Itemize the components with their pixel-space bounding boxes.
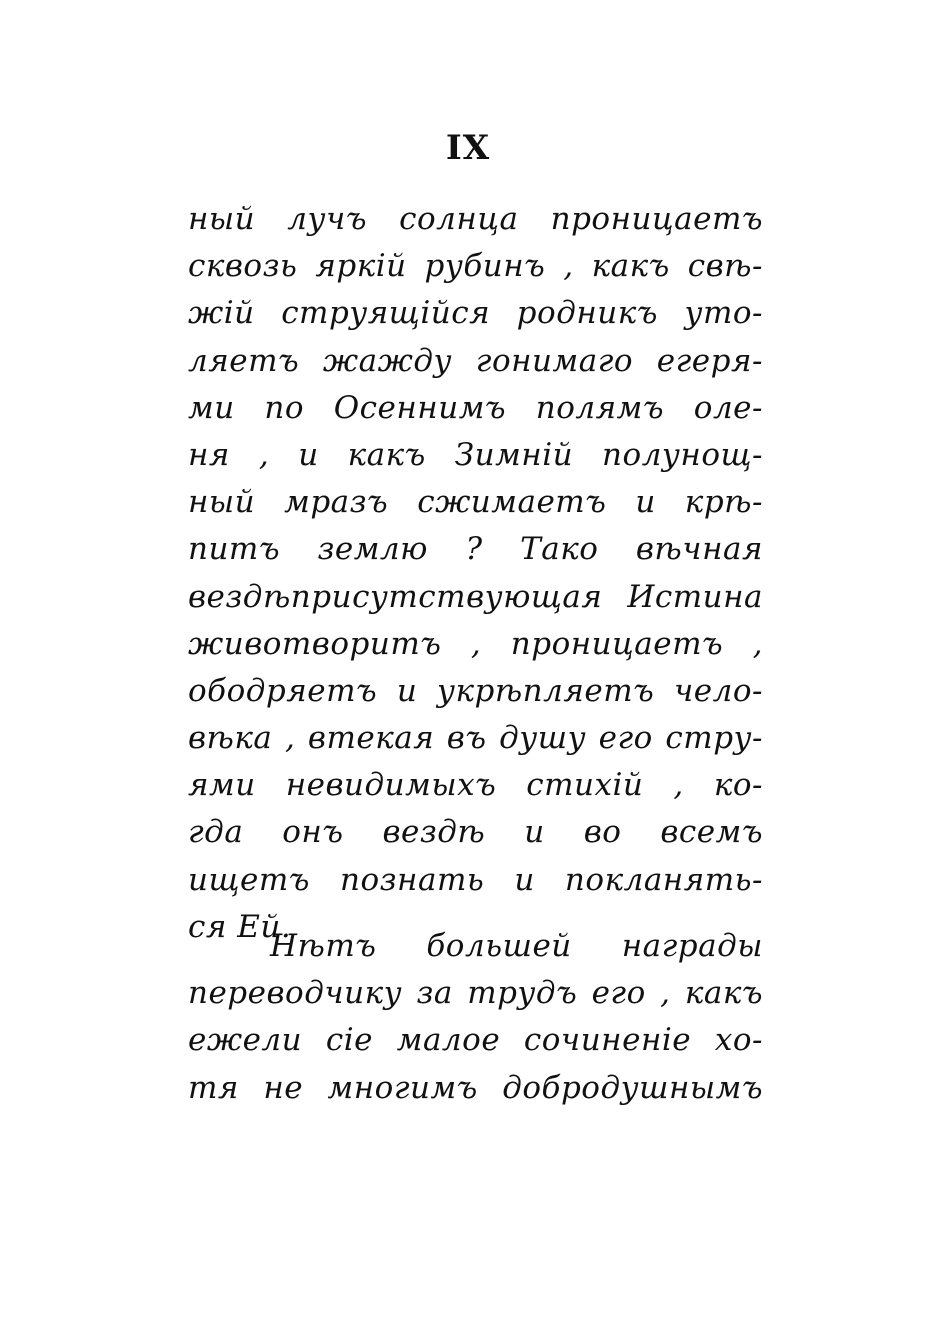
paragraph-continued — [188, 196, 763, 951]
paragraph-new — [188, 923, 763, 1112]
text-line: вездѣприсутствующая Истина — [188, 578, 763, 615]
text-line: животворитъ , проницаетъ , — [188, 625, 763, 662]
text-line: сквозь яркій рубинъ , какъ свѣ- — [188, 248, 763, 285]
text-line: ми по Осеннимъ полямъ оле- — [188, 389, 763, 426]
text-line: ежели сіе малое сочиненіе хо- — [188, 1022, 763, 1059]
text-line: переводчику за трудъ его , какъ — [188, 975, 763, 1012]
text-line: ный лучъ солнца проницаетъ — [188, 201, 763, 237]
text-line: ный мразъ сжимаетъ и крѣ- — [188, 484, 763, 521]
text-line: ями невидимыхъ стихій , ко- — [188, 767, 763, 804]
text-line: ищетъ познать и покланять- — [188, 861, 763, 898]
text-line: ободряетъ и укрѣпляетъ чело- — [188, 672, 763, 709]
text-line: тя не многимъ добродушнымъ — [188, 1069, 763, 1106]
text-line: ня , и какъ Зимній полунощ- — [188, 436, 763, 473]
text-line: ляетъ жажду гонимаго егеря- — [188, 342, 763, 379]
text-line: вѣка , втекая въ душу его стру- — [188, 720, 763, 757]
text-line: гда онъ вездѣ и во всемъ — [188, 814, 763, 851]
text-line: Нѣтъ большей награды — [270, 928, 763, 964]
text-line: питъ землю ? Тако вѣчная — [188, 531, 763, 568]
text-line: жій струящійся родникъ уто- — [188, 295, 763, 332]
page-number: IX — [445, 128, 491, 168]
text-line: ся Ей. — [188, 908, 292, 945]
